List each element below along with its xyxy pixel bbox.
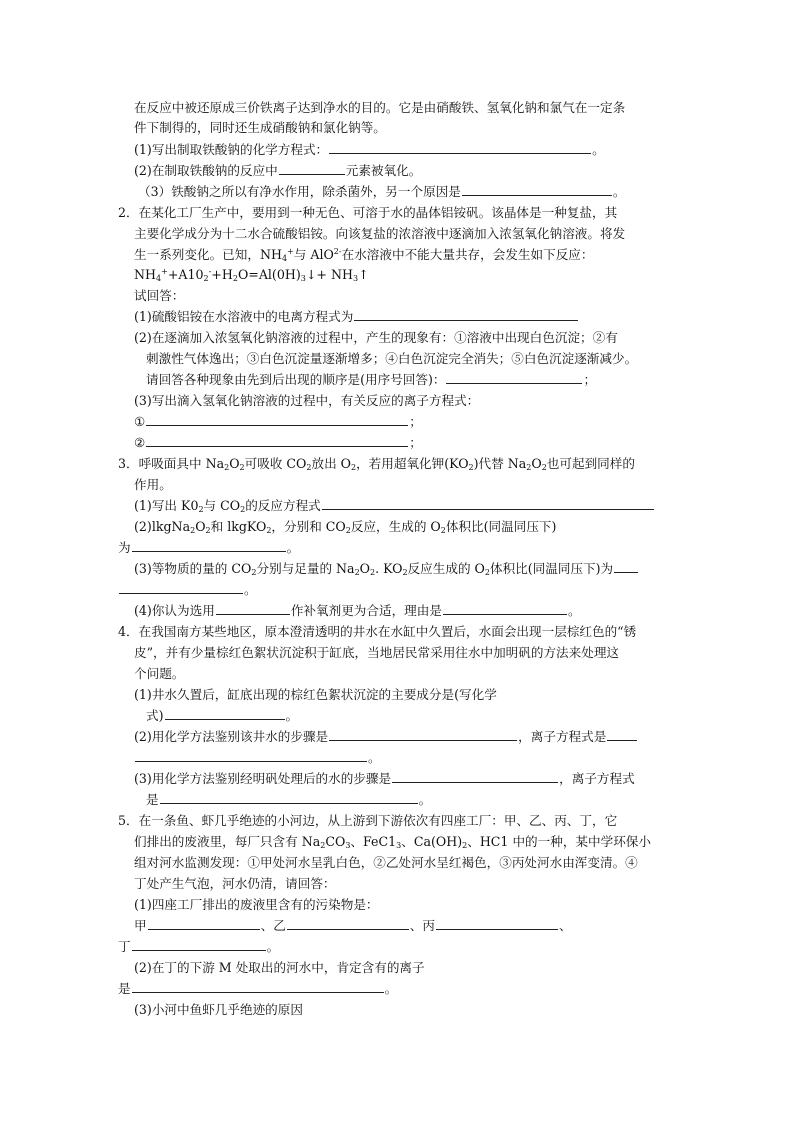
q5-stem-line-2: 们排出的废液里，每厂只含有 $Na_2CO_3$、$FeC1_3$、$Ca(OH)_2$、HC1 中的一种，某中学环保小 <box>134 834 651 850</box>
answer-blank[interactable] <box>132 539 286 552</box>
answer-blank[interactable] <box>329 728 517 741</box>
q5-part-1-answers: 甲 、乙 、丙 、 <box>134 918 572 933</box>
q3-part-2-answer: 为 。 <box>118 540 300 555</box>
q5-part-1-answer-ding: 丁 。 <box>118 939 280 954</box>
q2-number: 2． <box>118 205 139 220</box>
answer-blank[interactable] <box>446 371 582 384</box>
q3-part-2: $(2)lkgNa_2O_2$和 lkgKO$_2$，分别和 $CO_2$反应，生成的 $O_2$体积比(同温同压下) <box>134 519 557 535</box>
q2-part-3: (3)写出滴入氢氧化钠溶液的过程中，有关反应的离子方程式： <box>134 393 480 408</box>
q2-part-2-line-3: 请回答各种现象由先到后出现的顺序是(用序号回答)： ； <box>146 372 597 387</box>
q3-stem-line-2: 作用。 <box>134 477 172 492</box>
q2-part-2-line-2: 刺激性气体逸出；③白色沉淀量逐渐增多；④白色沉淀完全消失；⑤白色沉淀逐渐减少。 <box>146 351 638 366</box>
q3-part-4: (4)你认为选用 作补氧剂更为合适，理由是 。 <box>134 603 581 618</box>
q2-stem-line-2: 主要化学成分为十二水合硫酸铝铵。向该复盐的浓溶液中逐滴加入浓氢氧化钠溶液。将发 <box>134 226 626 241</box>
q2-part-2-line-1: (2)在逐滴加入浓氢氧化钠溶液的过程中，产生的现象有：①溶液中出现白色沉淀；②有 <box>134 330 618 345</box>
answer-blank[interactable] <box>462 183 612 196</box>
q1-part-2: (2)在制取铁酸钠的反应中 元素被氧化。 <box>134 163 422 178</box>
answer-blank[interactable] <box>119 581 243 594</box>
answer-blank-jia[interactable] <box>148 917 260 930</box>
answer-blank-ding[interactable] <box>132 938 266 951</box>
q3-number: 3． <box>118 456 139 471</box>
answer-blank[interactable] <box>614 560 638 573</box>
answer-blank[interactable] <box>132 980 384 993</box>
q4-part-1: (1)井水久置后，缸底出现的棕红色絮状沉淀的主要成分是(写化学 <box>134 687 497 702</box>
q3-stem-line-1: 3．呼吸面具中 $Na_2O_2$可吸收 $CO_2$放出 $O_2$，若用超氧化钾$(KO_2)$代替 $Na_2O_2$也可起到同样的 <box>118 456 635 472</box>
answer-blank[interactable] <box>165 707 285 720</box>
q4-stem-line-2: 皮”，并有少量棕红色絮状沉淀积于缸底，当地居民常采用往水中加明矾的方法来处理这 <box>134 645 620 660</box>
answer-blank[interactable] <box>216 602 290 615</box>
q4-part-3-answer: 是 。 <box>146 792 432 807</box>
q5-stem-line-1: 5．在一条鱼、虾几乎绝迹的小河边，从上游到下游依次有四座工厂：甲、乙、丙、丁，它 <box>118 813 618 828</box>
answer-blank[interactable] <box>329 141 591 154</box>
q5-part-2-answer: 是 。 <box>118 981 398 996</box>
q5-part-3: (3)小河中鱼虾几乎绝迹的原因 <box>134 1002 303 1017</box>
q4-part-1-answer: 式) 。 <box>146 708 299 723</box>
q3-part-3: (3)等物质的量的 $CO_2$分别与足量的 $Na_2O_2$. $KO_2$反应生成的 $O_2$体积比(同温同压下)为 <box>134 560 639 578</box>
q4-part-3: (3)用化学方法鉴别经明矾处理后的水的步骤是 ，离子方程式 <box>134 771 635 786</box>
answer-blank[interactable] <box>146 413 408 426</box>
answer-blank[interactable] <box>146 434 408 447</box>
q1-intro-line-1: 在反应中被还原成三价铁离子达到净水的目的。它是由硝酸铁、氢氧化钠和氯气在一定条 <box>134 100 626 115</box>
answer-blank[interactable] <box>354 308 578 321</box>
answer-blank[interactable] <box>322 497 654 510</box>
q2-part-3-answer-1: ① ； <box>134 414 422 429</box>
q4-part-2-answer: 。 <box>134 749 381 767</box>
q2-stem-line-3: 生一系列变化。已知，$NH_4^+$与 AlO$^{2-}$在水溶液中不能大量共存，会发生如下反应： <box>134 247 594 263</box>
q4-stem-line-1: 4．在我国南方某些地区，原本澄清透明的井水在水缸中久置后，水面会出现一层棕红色的“锈 <box>118 624 637 639</box>
answer-blank[interactable] <box>607 728 637 741</box>
q1-part-1: (1)写出制取铁酸钠的化学方程式： 。 <box>134 142 605 157</box>
answer-blank-bing[interactable] <box>436 917 558 930</box>
q1-part-3: （3）铁酸钠之所以有净水作用，除杀菌外，另一个原因是 。 <box>138 184 626 199</box>
q3-part-3-answer: 。 <box>118 581 257 599</box>
q3-part-1: (1)写出 $K0_2$与 $CO_2$的反应方程式 <box>134 497 655 515</box>
q2-reaction-equation: $NH_4^++A10_2^-+H_2O=Al(0H)_3↓+$ $NH_3↑$ <box>134 267 369 283</box>
q5-stem-line-3: 组对河水监测发现：①甲处河水呈乳白色，②乙处河水呈红褐色，③丙处河水由浑变清。④ <box>134 855 638 870</box>
q5-stem-line-4: 丁处产生气泡，河水仍清，请回答： <box>134 876 336 891</box>
q2-part-1: (1)硫酸铝铵在水溶液中的电离方程式为 <box>134 308 579 326</box>
answer-blank[interactable] <box>135 749 367 762</box>
q2-prompt: 试回答： <box>134 288 185 303</box>
q2-part-3-answer-2: ② ； <box>134 435 422 450</box>
q1-intro-line-2: 件下制得的，同时还生成硝酸钠和氯化钠等。 <box>134 120 386 135</box>
answer-blank[interactable] <box>160 791 418 804</box>
q4-stem-line-3: 个问题。 <box>134 666 185 681</box>
answer-blank[interactable] <box>392 770 558 783</box>
answer-blank[interactable] <box>279 162 345 175</box>
q5-part-1: (1)四座工厂排出的废液里含有的污染物是： <box>134 897 379 912</box>
q5-number: 5． <box>118 813 139 828</box>
answer-blank[interactable] <box>443 602 567 615</box>
q4-number: 4． <box>118 624 139 639</box>
q2-stem-line-1: 2．在某化工厂生产中，要用到一种无色、可溶于水的晶体铝铵矾。该晶体是一种复盐，其 <box>118 205 618 220</box>
q4-part-2: (2)用化学方法鉴别该井水的步骤是 ，离子方程式是 <box>134 728 638 746</box>
q5-part-2: (2)在丁的下游 M 处取出的河水中，肯定含有的离子 <box>134 960 425 975</box>
answer-blank-yi[interactable] <box>287 917 409 930</box>
